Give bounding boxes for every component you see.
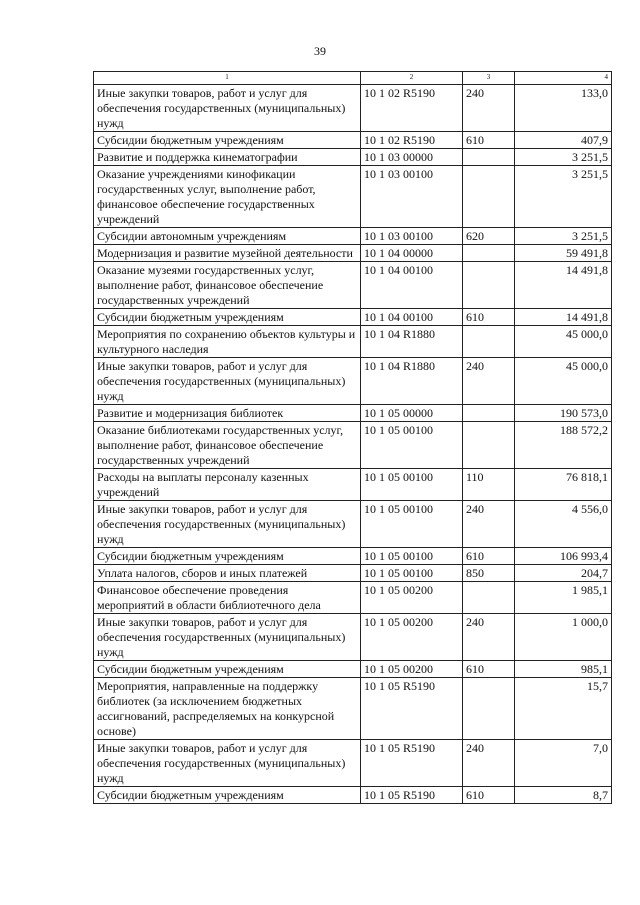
row-name: Развитие и поддержка кинематографии: [94, 149, 361, 166]
row-amount: 3 251,5: [515, 149, 612, 166]
row-expense-type: 620: [463, 228, 515, 245]
row-code: 10 1 04 00100: [361, 262, 463, 309]
table-row: [94, 678, 612, 740]
row-code: 10 1 05 R5190: [361, 678, 463, 740]
row-amount: 1 985,1: [515, 582, 612, 614]
row-name: Мероприятия, направленные на поддержку библиотек (за исключением бюджетных ассигнований, распределяемых на конкурсной основе): [94, 678, 361, 740]
table-row: [94, 228, 612, 245]
row-expense-type: 610: [463, 548, 515, 565]
row-amount: 14 491,8: [515, 309, 612, 326]
row-amount: 14 491,8: [515, 262, 612, 309]
table-row: [94, 166, 612, 228]
row-expense-type: 240: [463, 358, 515, 405]
header-row: [94, 72, 612, 85]
row-amount: 133,0: [515, 85, 612, 132]
row-name: Оказание учреждениями кинофикации государственных услуг, выполнение работ, финансовое обеспечение государственных учреждений: [94, 166, 361, 228]
row-expense-type: 240: [463, 740, 515, 787]
table-row: [94, 787, 612, 804]
row-code: 10 1 05 00100: [361, 422, 463, 469]
row-name: Иные закупки товаров, работ и услуг для обеспечения государственных (муниципальных) нужд: [94, 501, 361, 548]
row-expense-type: [463, 678, 515, 740]
table-row: [94, 85, 612, 132]
row-code: 10 1 05 00100: [361, 565, 463, 582]
row-code: 10 1 05 00200: [361, 661, 463, 678]
table-row: [94, 326, 612, 358]
row-code: 10 1 05 00100: [361, 548, 463, 565]
row-code: 10 1 04 00100: [361, 309, 463, 326]
row-name: Иные закупки товаров, работ и услуг для обеспечения государственных (муниципальных) нужд: [94, 358, 361, 405]
row-name: Иные закупки товаров, работ и услуг для обеспечения государственных (муниципальных) нужд: [94, 614, 361, 661]
row-expense-type: [463, 326, 515, 358]
column-header-1: 1: [94, 72, 361, 85]
row-amount: 76 818,1: [515, 469, 612, 501]
table-row: [94, 405, 612, 422]
table-row: [94, 501, 612, 548]
table-row: [94, 358, 612, 405]
row-code: 10 1 05 00200: [361, 582, 463, 614]
page-number: 39: [314, 44, 326, 58]
row-code: 10 1 04 R1880: [361, 326, 463, 358]
row-amount: 45 000,0: [515, 326, 612, 358]
table-row: [94, 614, 612, 661]
row-amount: 985,1: [515, 661, 612, 678]
row-amount: 7,0: [515, 740, 612, 787]
row-name: Финансовое обеспечение проведения мероприятий в области библиотечного дела: [94, 582, 361, 614]
row-name: Субсидии автономным учреждениям: [94, 228, 361, 245]
row-code: 10 1 03 00000: [361, 149, 463, 166]
row-code: 10 1 03 00100: [361, 228, 463, 245]
row-name: Субсидии бюджетным учреждениям: [94, 661, 361, 678]
column-header-4: 4: [515, 72, 612, 85]
row-code: 10 1 05 R5190: [361, 740, 463, 787]
row-code: 10 1 05 00100: [361, 469, 463, 501]
row-amount: 3 251,5: [515, 166, 612, 228]
row-expense-type: [463, 166, 515, 228]
row-amount: 3 251,5: [515, 228, 612, 245]
row-amount: 1 000,0: [515, 614, 612, 661]
table-row: [94, 565, 612, 582]
row-code: 10 1 02 R5190: [361, 85, 463, 132]
row-name: Субсидии бюджетным учреждениям: [94, 132, 361, 149]
row-code: 10 1 05 00100: [361, 501, 463, 548]
row-name: Развитие и модернизация библиотек: [94, 405, 361, 422]
column-header-3: 3: [463, 72, 515, 85]
row-name: Мероприятия по сохранению объектов культуры и культурного наследия: [94, 326, 361, 358]
row-expense-type: 110: [463, 469, 515, 501]
row-amount: 188 572,2: [515, 422, 612, 469]
row-name: Субсидии бюджетным учреждениям: [94, 787, 361, 804]
table-row: [94, 132, 612, 149]
row-amount: 15,7: [515, 678, 612, 740]
row-amount: 190 573,0: [515, 405, 612, 422]
table-row: [94, 469, 612, 501]
table-row: [94, 149, 612, 166]
table-row: [94, 661, 612, 678]
row-name: Уплата налогов, сборов и иных платежей: [94, 565, 361, 582]
row-amount: 45 000,0: [515, 358, 612, 405]
table-row: [94, 245, 612, 262]
table-row: [94, 309, 612, 326]
row-expense-type: 240: [463, 85, 515, 132]
row-code: 10 1 04 00000: [361, 245, 463, 262]
row-name: Иные закупки товаров, работ и услуг для обеспечения государственных (муниципальных) нужд: [94, 740, 361, 787]
table-row: [94, 262, 612, 309]
row-name: Иные закупки товаров, работ и услуг для обеспечения государственных (муниципальных) нужд: [94, 85, 361, 132]
row-amount: 407,9: [515, 132, 612, 149]
row-amount: 8,7: [515, 787, 612, 804]
row-expense-type: 240: [463, 501, 515, 548]
budget-table: [93, 71, 612, 804]
table-row: [94, 422, 612, 469]
row-expense-type: [463, 149, 515, 166]
row-expense-type: 610: [463, 132, 515, 149]
row-name: Оказание библиотеками государственных услуг, выполнение работ, финансовое обеспечение государственных учреждений: [94, 422, 361, 469]
row-expense-type: [463, 245, 515, 262]
row-expense-type: [463, 582, 515, 614]
row-expense-type: 610: [463, 309, 515, 326]
row-name: Субсидии бюджетным учреждениям: [94, 548, 361, 565]
row-expense-type: 240: [463, 614, 515, 661]
row-expense-type: [463, 262, 515, 309]
row-amount: 59 491,8: [515, 245, 612, 262]
table-body: [94, 85, 612, 804]
row-expense-type: 610: [463, 661, 515, 678]
row-expense-type: [463, 405, 515, 422]
row-name: Модернизация и развитие музейной деятельности: [94, 245, 361, 262]
column-header-2: 2: [361, 72, 463, 85]
row-amount: 106 993,4: [515, 548, 612, 565]
row-code: 10 1 04 R1880: [361, 358, 463, 405]
row-expense-type: 850: [463, 565, 515, 582]
table-row: [94, 740, 612, 787]
row-amount: 4 556,0: [515, 501, 612, 548]
row-expense-type: [463, 422, 515, 469]
row-code: 10 1 05 R5190: [361, 787, 463, 804]
table-row: [94, 548, 612, 565]
table-row: [94, 582, 612, 614]
row-code: 10 1 02 R5190: [361, 132, 463, 149]
row-code: 10 1 05 00000: [361, 405, 463, 422]
row-name: Субсидии бюджетным учреждениям: [94, 309, 361, 326]
row-name: Расходы на выплаты персоналу казенных учреждений: [94, 469, 361, 501]
row-name: Оказание музеями государственных услуг, выполнение работ, финансовое обеспечение государственных учреждений: [94, 262, 361, 309]
row-code: 10 1 03 00100: [361, 166, 463, 228]
row-expense-type: 610: [463, 787, 515, 804]
row-amount: 204,7: [515, 565, 612, 582]
row-code: 10 1 05 00200: [361, 614, 463, 661]
